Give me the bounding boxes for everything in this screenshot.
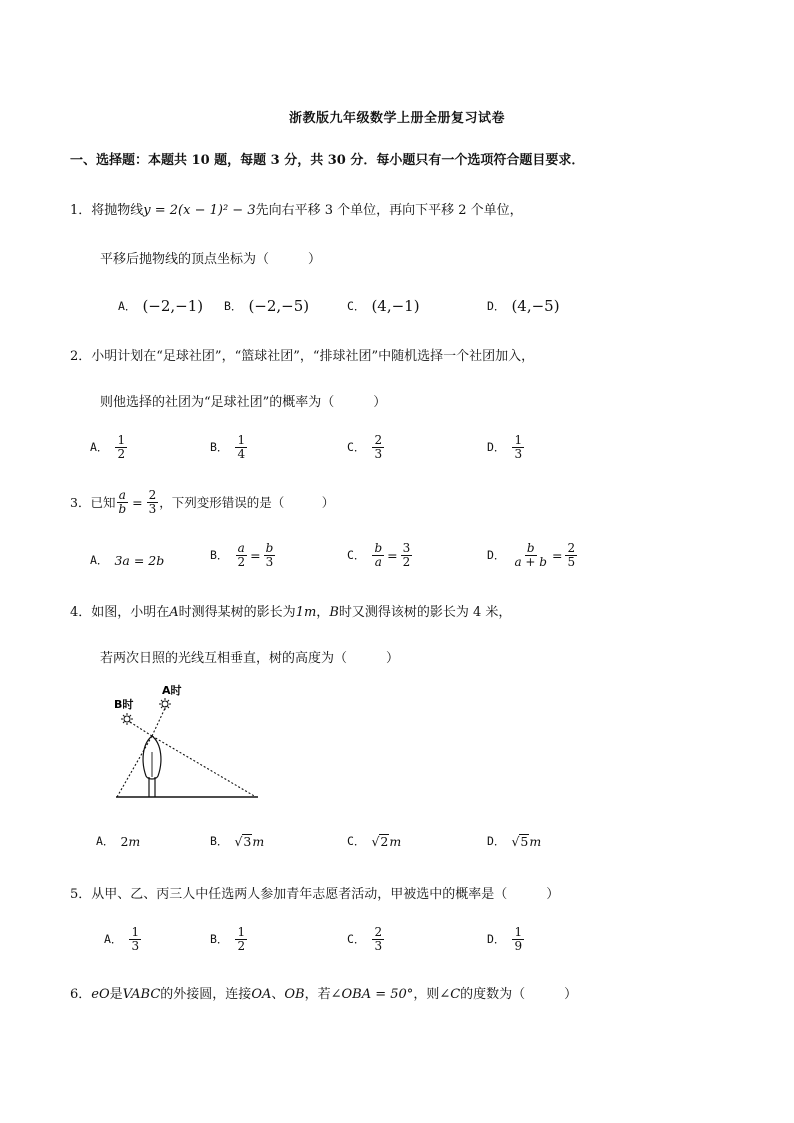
q2-option-c-fraction: $\frac{2}{3}$	[374, 433, 383, 461]
q2-option-a-fraction: $\frac{1}{2}$	[117, 433, 126, 461]
q4-option-d[interactable]: D． √ 5 m	[487, 833, 542, 849]
question-5-stem: 5．从甲、乙、丙三人中任选两人参加青年志愿者活动，甲被选中的概率是（ ）	[70, 887, 560, 902]
q5-option-d[interactable]: D． $\frac{1}{9}$	[487, 925, 523, 953]
label-b-time: B时	[114, 698, 134, 711]
ray-to-sun-b	[130, 722, 152, 736]
q4-option-c[interactable]: C． √ 2 m	[347, 833, 402, 849]
ray-a-shadow	[117, 736, 152, 797]
q2-option-b-fraction: $\frac{1}{4}$	[237, 433, 246, 461]
q1-option-c-value: (4,−1)	[371, 297, 420, 315]
q3-option-a-expr: 3a = 2b	[114, 552, 165, 568]
q2-option-a[interactable]: A． $\frac{1}{2}$	[90, 433, 126, 461]
q5-option-c[interactable]: C． $\frac{2}{3}$	[347, 925, 383, 953]
q1-option-b[interactable]: B． (−2,−5)	[224, 297, 310, 315]
q1-text-b: 先向右平移 3 个单位，再向下平移 2 个单位，	[255, 203, 523, 218]
question-2-stem: 2．小明计划在“足球社团”，“篮球社团”，“排球社团”中随机选择一个社团加入，	[70, 349, 535, 364]
question-1-prompt: 平移后抛物线的顶点坐标为（ ）	[100, 252, 322, 267]
question-4-prompt: 若两次日照的光线互相垂直，树的高度为（ ）	[100, 651, 400, 666]
q1-option-c[interactable]: C． (4,−1)	[347, 297, 420, 315]
ray-to-sun-a	[152, 706, 166, 736]
q1-option-a[interactable]: A． (−2,−1)	[118, 297, 204, 315]
question-3-stem: 3．已知 $\frac{a}{b}$ = $\frac{2}{3}$ ，下列变形错误的是（ ）	[70, 488, 335, 516]
q4-tree-shadow-figure	[108, 684, 268, 806]
page-title: 浙教版九年级数学上册全册复习试卷	[288, 111, 505, 126]
q4-option-a[interactable]: A． 2 m	[96, 833, 141, 849]
q5-option-b[interactable]: B． $\frac{1}{2}$	[210, 925, 246, 953]
sun-a-icon	[159, 698, 171, 710]
q1-text-a: 1．将抛物线	[70, 203, 144, 218]
q3-option-a[interactable]: A． 3a = 2b	[90, 552, 165, 568]
q4-option-d-sqrt: √ 5	[511, 833, 529, 849]
q1-option-d[interactable]: D． (4,−5)	[487, 297, 560, 315]
q1-option-a-value: (−2,−1)	[142, 297, 204, 315]
label-a-time: A时	[162, 684, 182, 697]
q2-option-d-fraction: $\frac{1}{3}$	[514, 433, 523, 461]
question-1-stem	[70, 199, 523, 218]
q3-given-right: $\frac{2}{3}$	[148, 488, 157, 516]
q4-option-b-sqrt: √ 3	[234, 833, 252, 849]
q1-formula: y = 2(x − 1)² − 3	[143, 203, 256, 218]
ray-b-shadow	[152, 736, 256, 797]
question-2-prompt: 则他选择的社团为“足球社团”的概率为（ ）	[100, 395, 387, 410]
section-heading-choice: 一、选择题：本题共 10 题，每题 3 分，共 30 分．每小题只有一个选项符合题目要求．	[70, 153, 585, 168]
q4-option-c-sqrt: √ 2	[371, 833, 389, 849]
q2-option-c[interactable]: C． $\frac{2}{3}$	[347, 433, 383, 461]
q5-option-a[interactable]: A． $\frac{1}{3}$	[104, 925, 140, 953]
q1-option-b-value: (−2,−5)	[248, 297, 310, 315]
q3-option-d[interactable]: D． $\frac{b}{a + b}$ = $\frac{2}{5}$	[487, 541, 576, 569]
q3-option-b[interactable]: B． $\frac{a}{2}$ = $\frac{b}{3}$	[210, 541, 274, 569]
q2-option-b[interactable]: B． $\frac{1}{4}$	[210, 433, 246, 461]
q3-option-c[interactable]: C． $\frac{b}{a}$ = $\frac{3}{2}$	[347, 541, 411, 569]
question-6-stem: 6．eO是VABC的外接圆，连接OA、OB，若∠OBA = 50°，则∠C的度数为（ ）	[70, 987, 578, 1002]
q4-option-b[interactable]: B． √ 3 m	[210, 833, 265, 849]
question-4-stem: 4．如图，小明在A时测得某树的影长为1m，B时又测得该树的影长为 4 米，	[70, 605, 512, 620]
q1-option-d-value: (4,−5)	[511, 297, 560, 315]
q3-given-left: $\frac{a}{b}$	[118, 488, 127, 516]
q2-option-d[interactable]: D． $\frac{1}{3}$	[487, 433, 523, 461]
